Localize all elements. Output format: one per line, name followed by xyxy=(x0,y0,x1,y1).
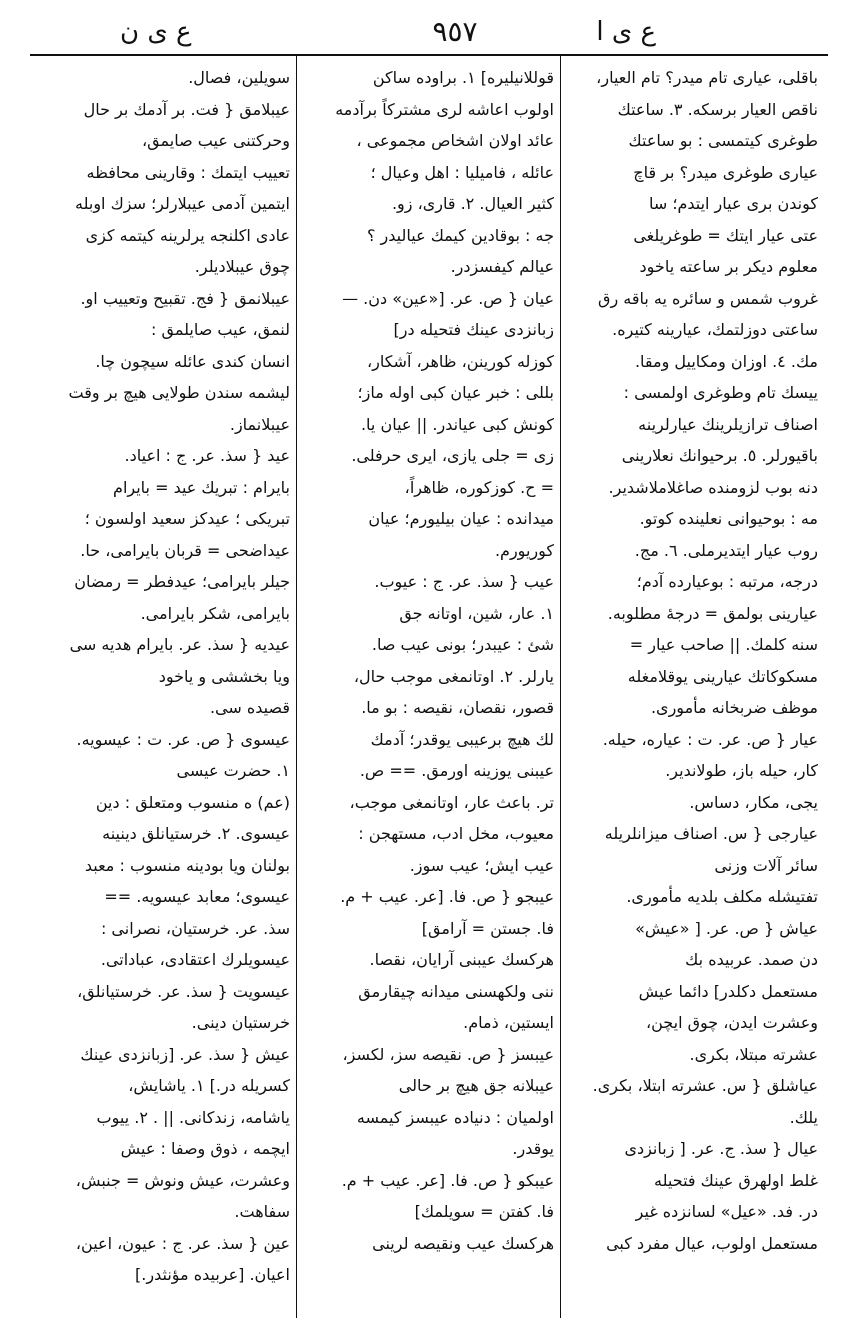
text-line: اولوب اعاشه لرى مشتركاً برآدمه xyxy=(335,99,554,119)
text-line: عيسويت { سذ. عر. خرستيانلق، xyxy=(77,981,290,1001)
header-left-letters: ع ی ن xyxy=(120,17,192,47)
page-number: ٩٥٧ xyxy=(432,15,478,48)
text-line: وعشرت، عيش ونوش = جنبش، xyxy=(75,1170,290,1190)
text-line: معيوب، مخل ادب، مستهجن : xyxy=(358,824,554,843)
text-line: كوزله كورينن، ظاهر، آشكار، xyxy=(366,351,554,371)
text-line: ميدانده : عيان بيليورم؛ عيان xyxy=(368,509,554,528)
text-line: روب عيار ايتديرملى. ٦. مج. xyxy=(634,540,818,560)
text-line: ياشامه، زندكانى. || . ٢. ييوب xyxy=(96,1107,290,1127)
text-line: كثير العيال. ٢. قارى، زو. xyxy=(391,194,554,213)
text-line: عيب { سذ. عر. ج : عيوب. xyxy=(374,572,554,591)
text-line: فا. كفتن = سويلمك] xyxy=(414,1202,554,1221)
text-line: جه : بوقادين كيمك عياليدر ؟ xyxy=(366,225,554,245)
text-line: عيسوى. ٢. خرستيانلق دينينه xyxy=(102,824,290,843)
text-line: قصور، نقصان، نقيصه : بو ما. xyxy=(361,698,554,717)
text-line: عادى اكلنجه يرلرينه كيتمه كزى xyxy=(85,225,290,245)
text-line: مستعمل اولوب، عيال مفرد كبى xyxy=(606,1233,818,1253)
text-line: غلط اولهرق عينك فتحيله xyxy=(654,1170,818,1190)
text-line: بللى : خبر عيان كبى اوله ماز؛ xyxy=(357,383,554,402)
column-divider-right xyxy=(560,56,561,1318)
text-line: سائر آلات وزنى xyxy=(714,855,818,875)
text-line: تعييب ايتمك : وقارينى محافظه xyxy=(86,162,290,182)
text-line: عيسوى { ص. عر. ت : عيسويه. xyxy=(76,729,290,749)
text-line: عائد اولان اشخاص مجموعى ، xyxy=(356,131,554,150)
text-line: عيسوى؛ معابد عيسويه. == xyxy=(104,887,290,906)
text-line: عيالم كيفسزدر. xyxy=(450,257,554,276)
text-line: عيبنى يوزينه اورمق. == ص. xyxy=(359,761,554,780)
text-line: كوريورم. xyxy=(494,540,554,560)
text-line: عيارى طوغرى ميدر؟ بر قاچ xyxy=(633,162,818,182)
text-line: قصيده سى. xyxy=(209,698,290,717)
text-line: عيبلامق { فت. بر آدمك بر حال xyxy=(83,99,290,119)
text-line: عيال { سذ. ج. عر. [ زبانزدى xyxy=(624,1139,818,1158)
text-line: يجى، مكار، دساس. xyxy=(689,792,818,812)
text-line: سذ. عر. خرستيان، نصرانى : xyxy=(100,918,290,938)
text-line: لنمق، عيب صايلمق : xyxy=(151,320,290,339)
text-line: يلك. xyxy=(789,1107,818,1127)
text-line: معلوم ديكر بر ساعته ياخود xyxy=(639,257,818,276)
text-line: مك. ٤. اوزان ومكاييل ومقا. xyxy=(634,351,818,371)
column-middle xyxy=(302,62,554,1312)
text-line: عيسويلرك اعتقادى، عباداتى. xyxy=(100,950,290,969)
column-left xyxy=(36,62,290,1312)
text-line: ١. حضرت عيسى xyxy=(176,761,290,780)
text-line: تفتيشله مكلف بلديه مأمورى. xyxy=(626,887,818,906)
text-line: عيب ايش؛ عيب سوز. xyxy=(409,855,554,875)
text-line: عشرته مبتلا، بكرى. xyxy=(689,1044,818,1064)
text-line: ايتمين آدمى عيبلارلر؛ سزك اوبله xyxy=(75,194,290,213)
text-line: عيار { ص. عر. ت : عياره، حيله. xyxy=(602,729,818,749)
text-line: يوقدر. xyxy=(512,1139,554,1158)
text-line: ناقص العيار برسكه. ٣. ساعتك xyxy=(617,99,818,119)
text-line: عيش { سذ. عر. [زبانزدى عينك xyxy=(80,1044,290,1064)
text-line: ننى ولكهسنى ميدانه چيقارمق xyxy=(358,981,554,1001)
text-line: لك هيچ برعيبى يوقدر؛ آدمك xyxy=(370,729,554,749)
text-line: عيان { ص. عر. [«عين» دن. — xyxy=(342,288,554,308)
text-line: جيلر بايرامى؛ عيدفطر = رمضان xyxy=(74,572,290,591)
text-line: چوق عيبلاديلر. xyxy=(194,257,290,276)
text-line: غروب شمس و سائره يه باقه رق xyxy=(598,288,818,308)
text-line: عياشلق { س. عشرته ابتلا، بكرى. xyxy=(592,1076,818,1095)
text-line: بايرام : تبريك عيد = بايرام xyxy=(113,477,290,497)
column-divider-left xyxy=(296,56,297,1318)
text-line: وحركتنى عيب صايمق، xyxy=(142,131,290,150)
text-line: (عم) ه منسوب ومتعلق : دين xyxy=(95,792,290,812)
text-line: عيبلانمق { فج. تقبيح وتعييب او. xyxy=(80,288,290,308)
text-line: عيداضحى = قربان بايرامى، حا. xyxy=(80,540,290,560)
header-rule xyxy=(30,54,828,56)
text-line: ويا بخششى و ياخود xyxy=(158,666,290,686)
text-line: دنه بوب لزومنده صاغلاملاشدير. xyxy=(608,477,818,497)
text-line: اعيان. [عربيده مؤنثدر.] xyxy=(135,1265,290,1284)
text-line: سفاهت. xyxy=(234,1202,290,1221)
text-line: سويلين، فصال. xyxy=(188,68,290,87)
text-line: باقلى، عيارى تام ميدر؟ تام العيار، xyxy=(596,68,818,87)
text-line: درجه، مرتبه : بوعيارده آدم؛ xyxy=(636,572,818,591)
column-right xyxy=(566,62,818,1312)
text-line: خرستيان دينى. xyxy=(191,1013,290,1032)
text-line: بايرامى، شكر بايرامى. xyxy=(140,603,290,623)
text-line: موظف ضربخانه مأمورى. xyxy=(650,698,818,717)
text-line: مسكوكاتك عيارينى يوقلامغله xyxy=(627,666,818,686)
text-line: هركسك عيب ونقيصه لرينى xyxy=(372,1233,554,1253)
text-line: عيبلانماز. xyxy=(229,414,290,434)
text-line: عيارجى { س. اصناف ميزانلريله xyxy=(604,824,818,843)
text-line: كسريله در.] ١. ياشايش، xyxy=(128,1076,290,1095)
text-line: عيبكو { ص. فا. [عر. عيب + م. xyxy=(341,1170,554,1190)
text-line: عيد { سذ. عر. ج : اعياد. xyxy=(124,446,290,465)
text-line: ليشمه سندن طولايى هيچ بر وقت xyxy=(68,383,290,402)
text-line: عيبلانه جق هيچ بر حالى xyxy=(398,1076,554,1095)
text-line: ايچمه ، ذوق وصفا : عيش xyxy=(120,1139,290,1158)
text-line: اولميان : دنياده عيبسز كيمسه xyxy=(356,1107,554,1127)
text-line: كوندن برى عيار ايتدم؛ سا xyxy=(648,194,818,213)
text-line: سنه كلمك. || صاحب عيار = xyxy=(629,635,818,654)
text-line: انسان كندى عائله سيچون چا. xyxy=(95,351,290,371)
text-line: عيارينى بولمق = درجهٔ مطلوبه. xyxy=(607,603,818,623)
text-line: طوغرى كيتمسى : بو ساعتك xyxy=(628,131,818,150)
text-line: كونش كبى عياندر. || عيان يا. xyxy=(360,414,554,434)
text-line: عائله ، فاميليا : اهل وعيال ؛ xyxy=(370,162,554,182)
text-line: شئ : عيبدر؛ بونى عيب صا. xyxy=(371,635,554,654)
text-line: عيبجو { ص. فا. [عر. عيب + م. xyxy=(340,887,554,906)
text-line: ساعتى دوزلتمك، عيارينه كتيره. xyxy=(612,320,818,339)
text-line: عياش { ص. عر. [ «عيش» xyxy=(635,918,818,938)
text-line: عتى عيار ايتك = طوغريلغى xyxy=(633,225,818,245)
text-line: وعشرت ايدن، چوق ايچن، xyxy=(645,1013,818,1032)
text-line: فا. جستن = آرامق] xyxy=(421,918,554,938)
page-header xyxy=(30,14,826,50)
text-line: باقيورلر. ٥. برحيوانك نعلارينى xyxy=(621,446,818,465)
text-line: يارلر. ٢. اوتانمغى موجب حال، xyxy=(353,666,554,686)
text-line: = ح. كوزكوره، ظاهراً، xyxy=(404,477,554,497)
text-line: مه : بوحيوانى نعلينده كوتو. xyxy=(639,509,818,528)
text-line: مستعمل دكلدر] دائما عيش xyxy=(638,981,818,1001)
text-line: ييسك تام وطوغرى اولمسى : xyxy=(623,383,818,402)
text-line: هركسك عيبنى آرايان، نقصا. xyxy=(369,950,554,969)
text-line: عيبسز { ص. نقيصه سز، لكسز، xyxy=(342,1044,554,1064)
header-right-letters: ع ی ا xyxy=(596,17,656,47)
text-line: بولنان ويا بودينه منسوب : معبد xyxy=(84,855,290,875)
text-line: عين { سذ. عر. ج : عيون، اعين، xyxy=(75,1233,290,1253)
text-line: تر. باعث عار، اوتانمغى موجب، xyxy=(349,792,554,812)
text-line: دن صمد. عربيده بك xyxy=(685,950,818,969)
text-line: در. فد. «عيل» لسانزده غير xyxy=(635,1202,818,1221)
text-line: اصناف ترازيلرينك عيارلرينه xyxy=(638,414,818,434)
text-line: ايستين، ذمام. xyxy=(463,1013,554,1032)
text-line: زبانزدى عينك فتحيله در] xyxy=(393,320,554,339)
text-line: تبريكى ؛ عيدكز سعيد اولسون ؛ xyxy=(84,509,290,528)
text-line: عيديه { سذ. عر. بايرام هديه سى xyxy=(69,635,290,654)
text-line: ١. عار، شين، اوتانه جق xyxy=(399,603,554,623)
text-line: زى = جلى يازى، ايرى حرفلى. xyxy=(351,446,554,465)
text-line: قوللانيليره] ١. براوده ساكن xyxy=(372,68,554,87)
text-line: كار، حيله باز، طولاندير. xyxy=(665,761,818,780)
